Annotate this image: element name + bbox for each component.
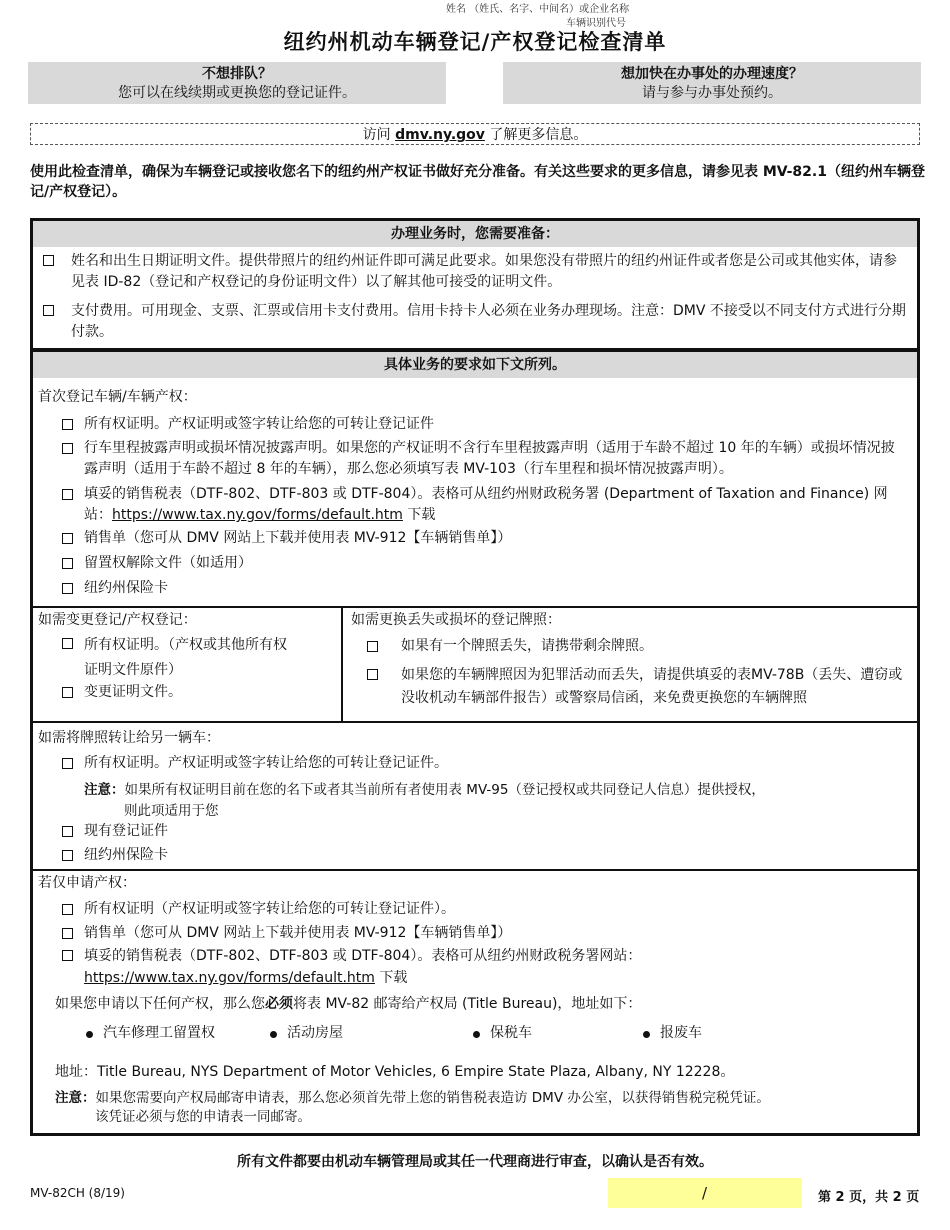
first-checkbox-6[interactable] (62, 583, 73, 594)
transfer-note (84, 780, 904, 822)
title-only-checkbox-2[interactable] (62, 928, 73, 939)
replace-item-2: 如果您的车辆牌照因为犯罪活动而丢失，请提供填妥的表MV-78B（丢失、遭窃或没收机动车辆部件报告）或警察局信函，来免费更换您的车辆牌照 (401, 667, 903, 706)
replace-title: 如需更换丢失或损坏的登记牌照： (351, 612, 561, 628)
title-only-note-b: 该凭证必须与您的申请表一同邮寄。 (95, 1109, 311, 1125)
change-item-1-a: 所有权证明。（产权或其他所有权 (84, 637, 287, 653)
divider-3 (33, 869, 917, 871)
online-banner-heading: 不想排队？ (202, 66, 272, 82)
first-item-5: 留置权解除文件（如适用） (84, 555, 252, 571)
title-only-download: 下载 (374, 970, 408, 986)
need-heading: 办理业务时，您需要准备： (33, 221, 917, 247)
transfer-item-3: 纽约州保险卡 (84, 847, 168, 863)
mail-a: 如果您申请以下任何产权，那么您 (55, 996, 265, 1012)
first-item-4: 销售单（您可从 DMV 网站上下载并使用表 MV-912【车辆销售单】） (84, 530, 512, 546)
bullet-item-2: 活动房屋 (287, 1025, 343, 1041)
date-field[interactable] (608, 1178, 802, 1208)
form-id: MV-82CH (8/19) (30, 1186, 125, 1200)
visit-suffix: 了解更多信息。 (484, 127, 588, 143)
page-number: 第 2 页，共 2 页 (818, 1190, 920, 1205)
dmv-link[interactable]: dmv.ny.gov (395, 127, 485, 143)
transfer-checkbox-1[interactable] (62, 758, 73, 769)
first-checkbox-1[interactable] (62, 419, 73, 430)
first-checkbox-5[interactable] (62, 558, 73, 569)
transfer-checkbox-3[interactable] (62, 850, 73, 861)
transfer-item-2: 现有登记证件 (84, 823, 168, 839)
need-item-2: 支付费用。可用现金、支票、汇票或信用卡支付费用。信用卡持卡人必须在业务办理现场。注意：DMV 不接受以不同支付方式进行分期付款。 (71, 303, 906, 340)
first-item-3 (84, 484, 894, 526)
title-only-item-1: 所有权证明（产权证明或签字转让给您的可转让登记证件）。 (84, 901, 455, 917)
bullet-item-3: 保税车 (490, 1025, 532, 1041)
page-title: 纽约州机动车辆登记/产权登记检查清单 (283, 30, 667, 54)
title-only-note-a: 如果您需要向产权局邮寄申请表，那么您必须首先带上您的销售税表造访 DMV 办公室，以获得销售税完税凭证。 (95, 1090, 770, 1106)
specific-heading: 具体业务的要求如下文所列。 (33, 352, 917, 378)
first-checkbox-3[interactable] (62, 489, 73, 500)
specific-section (30, 349, 920, 1136)
title-only-item-3-text: 填妥的销售税表（DTF-802、DTF-803 或 DTF-804）。表格可从纽约州财政税务署网站： (84, 948, 642, 964)
first-item-3-text: 填妥的销售税表（DTF-802、DTF-803 或 DTF-804）。表格可从纽约州财政税务署 (Department of Taxation and Finance) 网站： (84, 486, 888, 523)
title-only-checkbox-1[interactable] (62, 904, 73, 915)
first-checkbox-2[interactable] (62, 443, 73, 454)
mail-bold: 必须 (265, 996, 293, 1012)
need-checkbox-1[interactable] (43, 255, 54, 266)
first-item-6: 纽约州保险卡 (84, 580, 168, 596)
bullet-1 (86, 1031, 93, 1038)
date-slash: / (702, 1184, 708, 1202)
appointment-banner-text: 请与参与办事处预约。 (642, 85, 782, 101)
transfer-note-b: 则此项适用于您 (124, 803, 219, 819)
appointment-banner-heading: 想加快在办事处的办理速度？ (621, 66, 803, 82)
title-only-item-3 (84, 945, 884, 989)
first-item-3-download: 下载 (402, 507, 436, 523)
visit-box (30, 123, 920, 145)
bullet-3 (473, 1031, 480, 1038)
transfer-note-a: 如果所有权证明目前在您的名下或者其当前所有者使用表 MV-95（登记授权或共同登记人信息）提供授权， (124, 782, 765, 798)
need-item-1: 姓名和出生日期证明文件。提供带照片的纽约州证件即可满足此要求。如果您没有带照片的纽约州证件或者您是公司或其他实体，请参见表 ID-82（登记和产权登记的身份证明文件）以了解其他可接受的证明文件。 (71, 253, 897, 290)
replace-checkbox-2[interactable] (367, 669, 378, 680)
bullet-2 (270, 1031, 277, 1038)
first-checkbox-4[interactable] (62, 533, 73, 544)
change-item-2: 变更证明文件。 (84, 684, 182, 700)
transfer-title: 如需将牌照转让给另一辆车： (38, 730, 220, 746)
change-checkbox-1[interactable] (62, 638, 73, 649)
first-title: 首次登记车辆/车辆产权： (38, 389, 197, 405)
transfer-item-1: 所有权证明。产权证明或签字转让给您的可转让登记证件。 (84, 755, 448, 771)
title-bureau-address: 地址：Title Bureau, NYS Department of Motor Vehicles, 6 Empire State Plaza, Albany, NY 12228。 (55, 1064, 735, 1080)
mail-instruction (55, 994, 641, 1015)
tax-url-link[interactable]: https://www.tax.ny.gov/forms/default.htm (112, 507, 403, 523)
mail-b: 将表 MV-82 邮寄给产权局 (Title Bureau)，地址如下： (293, 996, 642, 1012)
change-title: 如需变更登记/产权登记： (38, 612, 197, 628)
online-banner (28, 62, 446, 104)
title-only-tax-url-link[interactable]: https://www.tax.ny.gov/forms/default.htm (84, 970, 375, 986)
vin-label: 车辆识别代号 (566, 18, 626, 29)
first-item-1: 所有权证明。产权证明或签字转让给您的可转让登记证件 (84, 416, 434, 432)
need-section (30, 218, 920, 351)
title-only-title: 若仅申请产权： (38, 875, 136, 891)
intro-text: 使用此检查清单，确保为车辆登记或接收您名下的纽约州产权证书做好充分准备。有关这些要求的更多信息，请参见表 MV-82.1（纽约州车辆登记/产权登记）。 (30, 164, 925, 200)
title-only-note (55, 1089, 905, 1127)
title-only-checkbox-3[interactable] (62, 950, 73, 961)
column-divider (341, 606, 343, 721)
change-checkbox-2[interactable] (62, 687, 73, 698)
name-label: 姓名 （姓氏、名字、中间名）或企业名称 (446, 4, 630, 15)
first-item-2: 行车里程披露声明或损坏情况披露声明。如果您的产权证明不含行车里程披露声明（适用于车龄不超过 10 年的车辆）或损坏情况披露声明（适用于车龄不超过 8 年的车辆），那么您必须填写表 MV-103（行车里程和损坏情况披露声明）。 (84, 440, 895, 477)
replace-checkbox-1[interactable] (367, 641, 378, 652)
bullet-4 (643, 1031, 650, 1038)
change-item-1 (84, 633, 287, 683)
title-only-item-2: 销售单（您可从 DMV 网站上下载并使用表 MV-912【车辆销售单】） (84, 925, 512, 941)
title-only-note-label: 注意： (55, 1090, 96, 1106)
bullet-item-1: 汽车修理工留置权 (103, 1025, 215, 1041)
change-item-1-b: 证明文件原件） (84, 662, 182, 678)
divider-1 (33, 606, 917, 608)
replace-item-1: 如果有一个牌照丢失，请携带剩余牌照。 (401, 638, 653, 654)
appointment-banner (503, 62, 921, 104)
bullet-item-4: 报废车 (660, 1025, 702, 1041)
online-banner-text: 您可以在线续期或更换您的登记证件。 (118, 85, 356, 101)
transfer-note-label: 注意： (84, 782, 125, 798)
transfer-checkbox-2[interactable] (62, 826, 73, 837)
divider-2 (33, 721, 917, 723)
need-checkbox-2[interactable] (43, 305, 54, 316)
visit-prefix: 访问 (362, 127, 396, 143)
validation-note: 所有文件都要由机动车辆管理局或其任一代理商进行审查，以确认是否有效。 (237, 1154, 713, 1170)
